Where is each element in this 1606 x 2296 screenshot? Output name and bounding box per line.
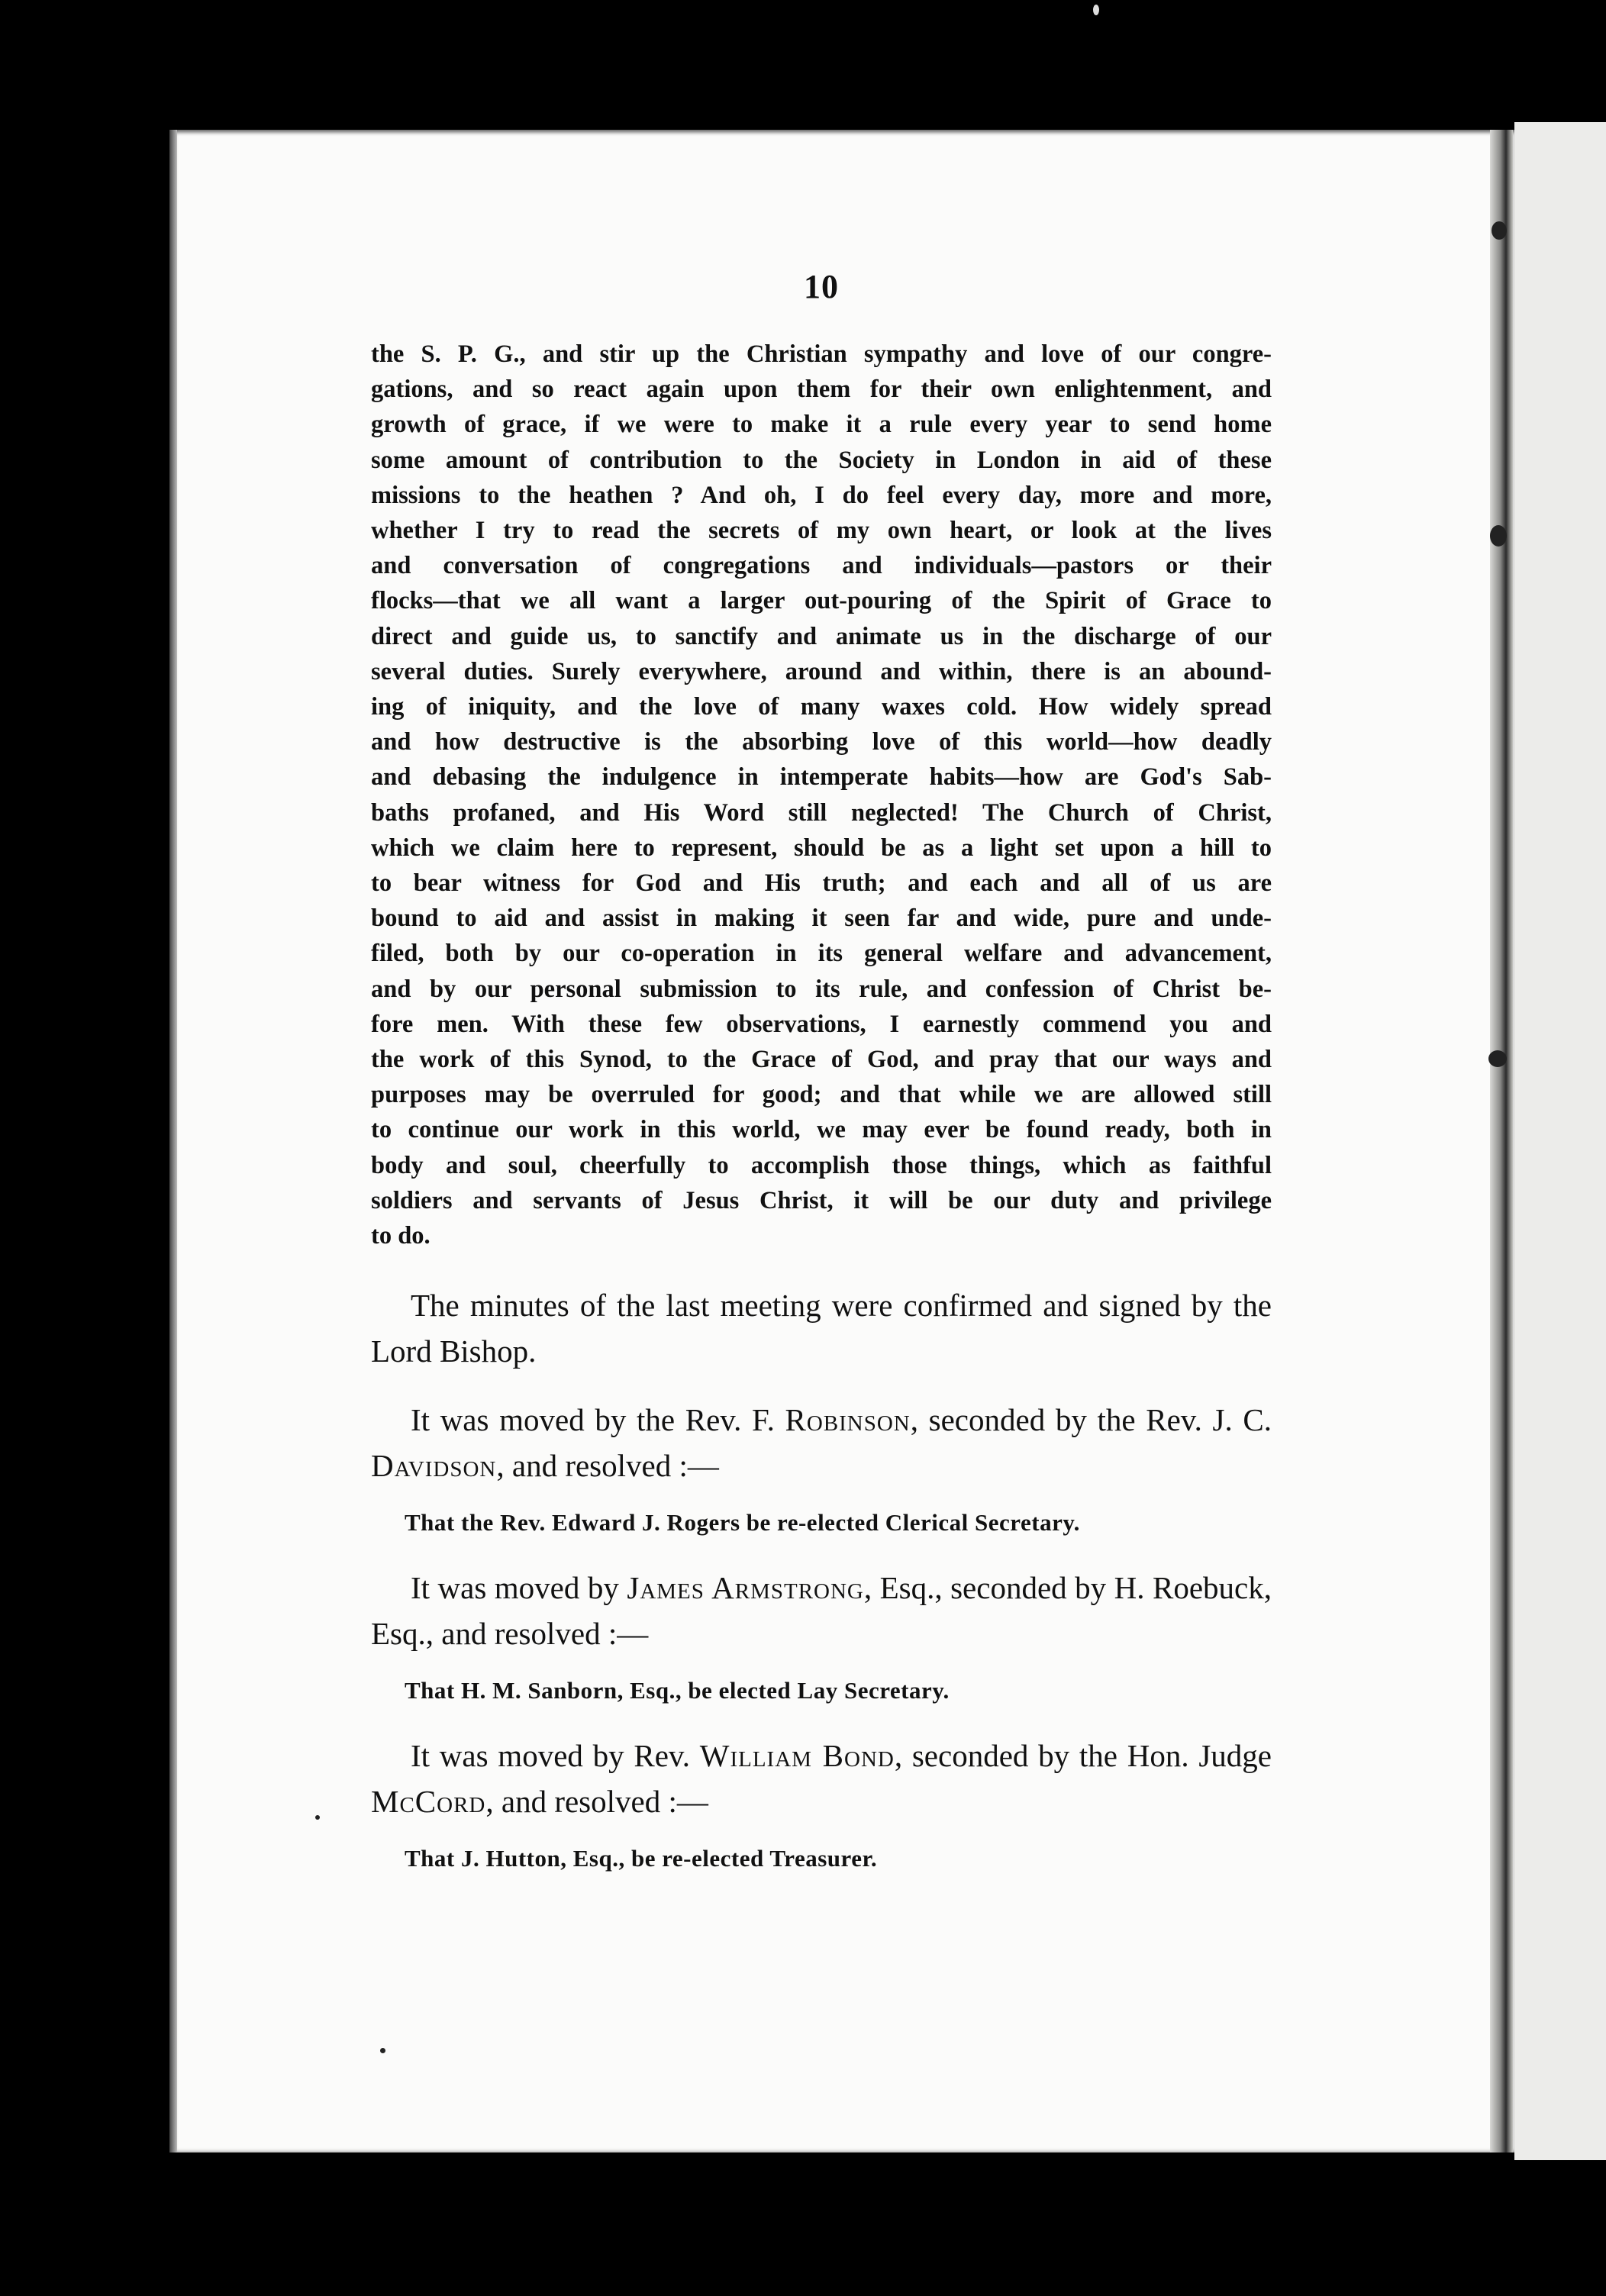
speck	[315, 1815, 320, 1820]
body-line: which we claim here to represent, should be as a light set upon a hill to	[371, 834, 1272, 862]
mover-name: James Armstrong	[627, 1570, 864, 1606]
facing-page-edge	[1514, 122, 1606, 2160]
binding-edge	[1490, 130, 1513, 2152]
body-line: the work of this Synod, to the Grace of God, and pray that our ways and	[371, 1046, 1272, 1074]
body-line: several duties. Surely everywhere, around and within, there is an abound-	[371, 657, 1272, 685]
body-line: to do.	[371, 1222, 431, 1250]
body-line: direct and guide us, to sanctify and animate us in the discharge of our	[371, 622, 1272, 650]
body-line: some amount of contribution to the Society in London in aid of these	[371, 446, 1272, 474]
motion-text: , Esq., seconded by H. Roebuck, Esq., and resolved :—	[371, 1570, 1272, 1652]
motion-paragraph	[371, 1397, 1272, 1488]
body-line: flocks—that we all want a larger out-pouring of the Spirit of Grace to	[371, 587, 1272, 615]
resolution-text: That H. M. Sanborn, Esq., be elected Lay Secretary.	[405, 1677, 950, 1704]
page-left-edge	[169, 130, 177, 2152]
mover-name: William Bond	[699, 1738, 895, 1774]
body-line: to continue our work in this world, we may ever be found ready, both in	[371, 1116, 1272, 1144]
page-number: 10	[804, 268, 839, 305]
motion-text: , seconded by the Rev. J. C.	[910, 1402, 1272, 1438]
binding-mark	[1492, 221, 1507, 240]
minutes-paragraph	[371, 1282, 1272, 1374]
body-line: growth of grace, if we were to make it a rule every year to send home	[371, 411, 1272, 439]
body-line: and by our personal submission to its rule, and confession of Christ be-	[371, 975, 1272, 1003]
body-line: bound to aid and assist in making it seen far and wide, pure and unde-	[371, 905, 1272, 933]
motion-text: It was moved by	[411, 1570, 627, 1606]
motion-text: It was moved by Rev.	[411, 1738, 700, 1774]
body-line: body and soul, cheerfully to accomplish those things, which as faithful	[371, 1151, 1272, 1179]
body-line: fore men. With these few observations, I earnestly commend you and	[371, 1010, 1272, 1038]
motion-text: It was moved by the Rev. F.	[411, 1402, 785, 1438]
body-line: baths profaned, and His Word still neglected! The Church of Christ,	[371, 798, 1272, 827]
body-line: soldiers and servants of Jesus Christ, it will be our duty and privilege	[371, 1186, 1272, 1214]
motion-text: , and resolved :—	[496, 1448, 719, 1484]
body-line: gations, and so react again upon them for their own enlightenment, and	[371, 376, 1272, 404]
mover-name: Robinson	[785, 1402, 911, 1438]
address-body	[371, 337, 1272, 1253]
body-line: and how destructive is the absorbing love of this world—how deadly	[371, 728, 1272, 756]
body-line: to bear witness for God and His truth; and each and all of us are	[371, 869, 1272, 898]
seconder-name: McCord	[371, 1784, 486, 1820]
speck	[380, 2048, 385, 2053]
motion-text: , seconded by the Hon. Judge	[894, 1738, 1272, 1774]
page-content	[371, 267, 1272, 1875]
seconder-name: Davidson	[371, 1448, 497, 1484]
body-line: whether I try to read the secrets of my own heart, or look at the lives	[371, 517, 1272, 545]
minutes-text: The minutes of the last meeting were confirmed and signed by the Lord Bishop.	[371, 1288, 1272, 1369]
body-line: purposes may be overruled for good; and that while we are allowed still	[371, 1081, 1272, 1109]
motion-paragraph	[371, 1565, 1272, 1656]
binding-mark	[1490, 525, 1507, 547]
binding-mark	[1488, 1050, 1507, 1067]
resolution-text: That the Rev. Edward J. Rogers be re-elected Clerical Secretary.	[405, 1509, 1080, 1537]
body-line: ing of iniquity, and the love of many waxes cold. How widely spread	[371, 693, 1272, 721]
body-line: and debasing the indulgence in intemperate habits—how are God's Sab-	[371, 763, 1272, 792]
body-line: the S. P. G., and stir up the Christian sympathy and love of our congre-	[371, 340, 1272, 368]
body-line: filed, both by our co-operation in its general welfare and advancement,	[371, 940, 1272, 968]
resolution-text: That J. Hutton, Esq., be re-elected Treasurer.	[405, 1845, 878, 1872]
body-line: and conversation of congregations and individuals—pastors or their	[371, 552, 1272, 580]
motion-paragraph	[371, 1733, 1272, 1824]
speck	[1093, 5, 1099, 15]
body-line: missions to the heathen ? And oh, I do feel every day, more and more,	[371, 481, 1272, 509]
motion-text: , and resolved :—	[485, 1784, 708, 1820]
